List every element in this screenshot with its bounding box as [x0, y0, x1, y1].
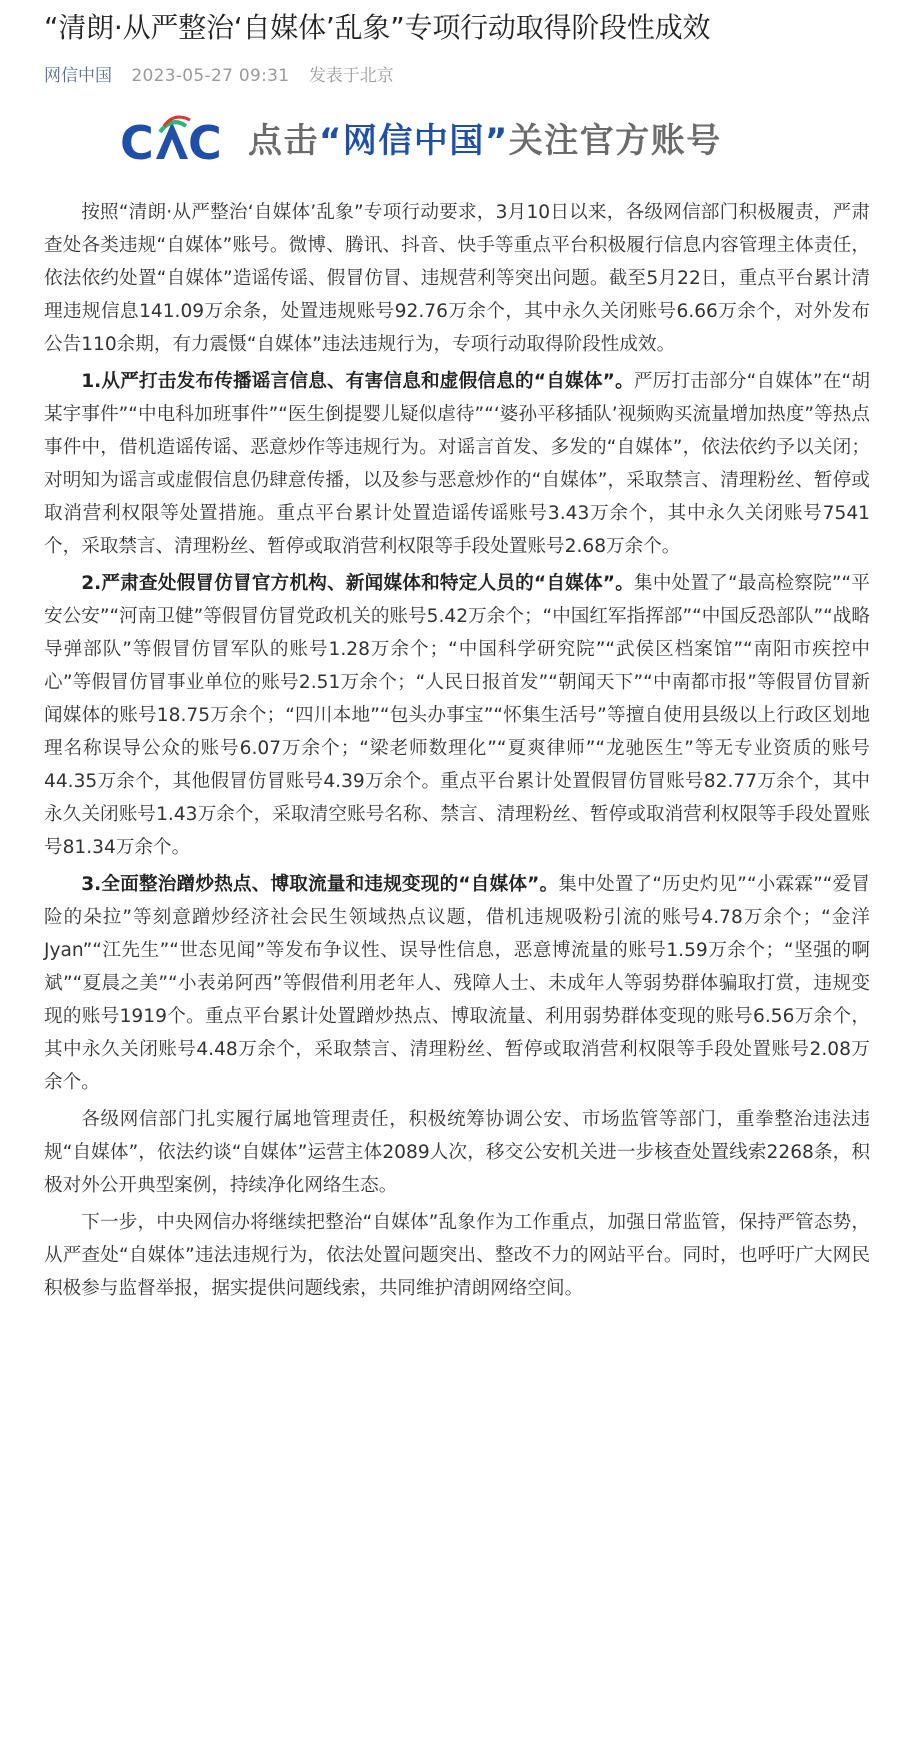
- paragraph: [44, 1206, 870, 1305]
- paragraph: [44, 868, 870, 1099]
- banner-text-after: 关注官方账号: [508, 121, 722, 161]
- paragraph: [44, 567, 870, 864]
- banner-text-highlight: “网信中国”: [319, 121, 509, 161]
- account-name-link[interactable]: 网信中国: [44, 66, 112, 86]
- logo-text: CAC: [120, 112, 123, 113]
- article-meta: [44, 64, 394, 88]
- svg-text:C: C: [120, 116, 152, 170]
- paragraph-text: 各级网信部门扎实履行属地管理责任，积极统筹协调公安、市场监管等部门，重拳整治违法违规“自媒体”，依法约谈“自媒体”运营主体2089人次，移交公安机关进一步核查处置线索2268条，积极对外公开典型案例，持续净化网络生态。: [44, 1109, 870, 1196]
- banner-text: [248, 112, 722, 170]
- publish-location: 发表于北京: [308, 66, 394, 86]
- paragraph-text: 严厉打击部分“自媒体”在“胡某宇事件”“中电科加班事件”“医生倒提婴儿疑似虐待”“‘婆孙平移插队’视频购买流量增加热度”等热点事件中，借机造谣传谣、恶意炒作等违规行为。对谣言首发、多发的“自媒体”，依法依约予以关闭；对明知为谣言或虚假信息仍肆意传播，以及参与恶意炒作的“自媒体”，采取禁言、清理粉丝、暂停或取消营利权限等处置措施。重点平台累计处置造谣传谣账号3.43万余个，其中永久关闭账号7541个，采取禁言、清理粉丝、暂停或取消营利权限等手段处置账号2.68万余个。: [44, 371, 870, 557]
- banner-text-before: 点击: [248, 121, 319, 161]
- article-body: [44, 196, 870, 1309]
- paragraph: [44, 365, 870, 563]
- paragraph-text: 下一步，中央网信办将继续把整治“自媒体”乱象作为工作重点，加强日常监管，保持严管态势，从严查处“自媒体”违法违规行为，依法处置问题突出、整改不力的网站平台。同时，也呼吁广大网民积极参与监督举报，据实提供问题线索，共同维护清朗网络空间。: [44, 1212, 870, 1299]
- paragraph: [44, 196, 870, 361]
- follow-banner[interactable]: [120, 112, 760, 170]
- publish-time: 2023-05-27 09:31: [131, 66, 290, 86]
- paragraph-lead: 3.全面整治蹭炒热点、博取流量和违规变现的“自媒体”。: [81, 874, 559, 895]
- cac-logo-icon: [120, 112, 224, 170]
- paragraph-lead: 1.从严打击发布传播谣言信息、有害信息和虚假信息的“自媒体”。: [81, 371, 634, 392]
- paragraph-text: 集中处置了“历史灼见”“小霖霖”“爱冒险的朵拉”等刻意蹭炒经济社会民生领域热点议题，借机违规吸粉引流的账号4.78万余个；“金洋Jyan”“江先生”“世态见闻”等发布争议性、误导性信息，恶意博流量的账号1.59万余个；“坚强的啊斌”“夏晨之美”“小表弟阿西”等假借利用老年人、残障人士、未成年人等弱势群体骗取打赏，违规变现的账号1919个。重点平台累计处置蹭炒热点、博取流量、利用弱势群体变现的账号6.56万余个，其中永久关闭账号4.48万余个，采取禁言、清理粉丝、暂停或取消营利权限等手段处置账号2.08万余个。: [44, 874, 870, 1093]
- paragraph-text: 按照“清朗·从严整治‘自媒体’乱象”专项行动要求，3月10日以来，各级网信部门积极履责，严肃查处各类违规“自媒体”账号。微博、腾讯、抖音、快手等重点平台积极履行信息内容管理主体责任，依法依约处置“自媒体”造谣传谣、假冒仿冒、违规营利等突出问题。截至5月22日，重点平台累计清理违规信息141.09万余条，处置违规账号92.76万余个，其中永久关闭账号6.66万余个，对外发布公告110余期，有力震慑“自媒体”违法违规行为，专项行动取得阶段性成效。: [44, 202, 870, 355]
- paragraph: [44, 1103, 870, 1202]
- article-title: “清朗·从严整治‘自媒体’乱象”专项行动取得阶段性成效: [44, 11, 711, 44]
- paragraph-lead: 2.严肃查处假冒仿冒官方机构、新闻媒体和特定人员的“自媒体”。: [81, 573, 635, 594]
- paragraph-text: 集中处置了“最高检察院”“平安公安”“河南卫健”等假冒仿冒党政机关的账号5.42万余个；“中国红军指挥部”“中国反恐部队”“战略导弹部队”等假冒仿冒军队的账号1.28万余个；“中国科学研究院”“武侯区档案馆”“南阳市疾控中心”等假冒仿冒事业单位的账号2.51万余个；“人民日报首发”“朝闻天下”“中南都市报”等假冒仿冒新闻媒体的账号18.75万余个；“四川本地”“包头办事宝”“怀集生活号”等擅自使用县级以上行政区划地理名称误导公众的账号6.07万余个；“梁老师数理化”“夏爽律师”“龙驰医生”等无专业资质的账号44.35万余个，其他假冒仿冒账号4.39万余个。重点平台累计处置假冒仿冒账号82.77万余个，其中永久关闭账号1.43万余个，采取清空账号名称、禁言、清理粉丝、暂停或取消营利权限等手段处置账号81.34万余个。: [44, 573, 870, 858]
- svg-text:C: C: [188, 116, 222, 170]
